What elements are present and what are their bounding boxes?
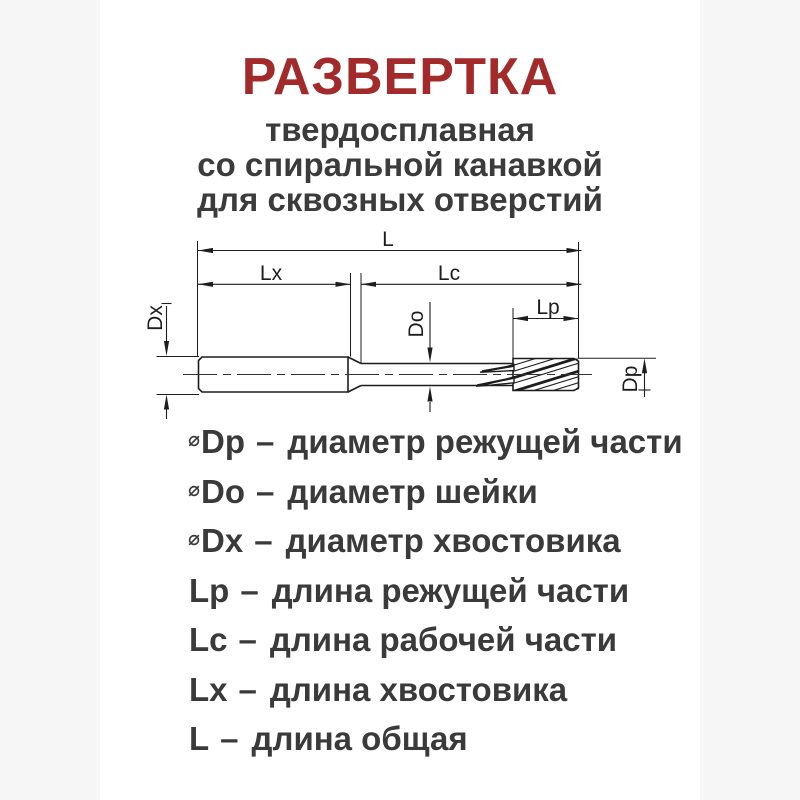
arrow-right-icon	[336, 282, 351, 287]
arrow-right-icon	[567, 248, 582, 253]
dimension-Lp	[513, 296, 579, 321]
arrow-left-icon	[198, 282, 213, 287]
legend-description: длина рабочей части	[269, 621, 618, 658]
legend-code: Lc	[189, 621, 228, 658]
legend-description: длина общая	[251, 720, 468, 757]
subtitle-line-3: для сквозных отверстий	[197, 181, 603, 218]
legend-item-Lp	[100, 565, 700, 615]
arrow-left-icon	[198, 248, 213, 253]
spiral-flutes	[508, 344, 583, 416]
diameter-symbol: ⌀	[188, 429, 201, 451]
dimension-Lc	[361, 262, 582, 287]
arrow-down-icon	[164, 341, 169, 356]
dimension-L	[198, 228, 582, 253]
arrow-right-icon	[567, 282, 582, 287]
legend-code: Dx	[201, 522, 244, 559]
shank-outline	[199, 357, 349, 392]
legend-dash: –	[238, 621, 257, 658]
legend-code: Lx	[189, 670, 228, 708]
legend-item-Dp	[100, 416, 700, 466]
page-title: РАЗВЕРТКА	[241, 48, 559, 106]
legend-dash: –	[256, 423, 275, 460]
legend-description: длина хвостовика	[269, 670, 568, 708]
dimension-Dp	[579, 358, 657, 397]
legend-dash: –	[220, 720, 239, 757]
reamer-body	[199, 344, 584, 416]
arrow-up-icon	[427, 387, 432, 402]
legend	[100, 416, 700, 763]
label-Lc: Lc	[437, 262, 461, 285]
arrow-left-icon	[513, 316, 528, 321]
legend-item-L	[100, 713, 700, 763]
legend-code: Do	[201, 472, 246, 510]
label-Do: Do	[405, 310, 428, 338]
arrow-down-icon	[427, 348, 432, 363]
flute-runout	[476, 365, 514, 387]
label-L: L	[382, 228, 394, 251]
arrow-up-icon	[164, 395, 169, 410]
dimension-Do	[405, 302, 433, 412]
legend-item-Dx	[100, 515, 700, 565]
legend-code: Dp	[201, 423, 246, 460]
legend-item-Lx	[100, 664, 700, 714]
legend-description: диаметр хвостовика	[285, 522, 621, 559]
dimension-Lx	[198, 262, 351, 287]
extension-lines	[198, 241, 579, 363]
legend-dash: –	[240, 571, 259, 609]
legend-description: диаметр шейки	[287, 472, 538, 510]
dimension-Dx	[144, 304, 199, 420]
label-Lx: Lx	[259, 262, 283, 285]
subtitle-line-1: твердосплавная	[265, 111, 535, 148]
legend-description: диаметр режущей части	[287, 423, 683, 460]
label-Dp: Dp	[619, 365, 642, 393]
legend-code: Lp	[189, 571, 230, 609]
legend-item-Lc	[100, 614, 700, 664]
legend-dash: –	[256, 472, 275, 510]
arrow-right-icon	[564, 316, 579, 321]
label-Lp: Lp	[536, 296, 560, 319]
legend-item-Do	[100, 466, 700, 516]
arrow-left-icon	[361, 282, 376, 287]
label-Dx: Dx	[144, 305, 167, 331]
legend-code: L	[189, 720, 210, 757]
arrow-up-icon	[642, 358, 647, 373]
subtitle-line-2: со спиральной канавкой	[197, 146, 603, 183]
diameter-symbol: ⌀	[188, 528, 201, 550]
legend-description: длина режущей части	[271, 571, 630, 609]
legend-dash: –	[238, 670, 257, 708]
legend-dash: –	[254, 522, 273, 559]
diameter-symbol: ⌀	[188, 478, 201, 501]
